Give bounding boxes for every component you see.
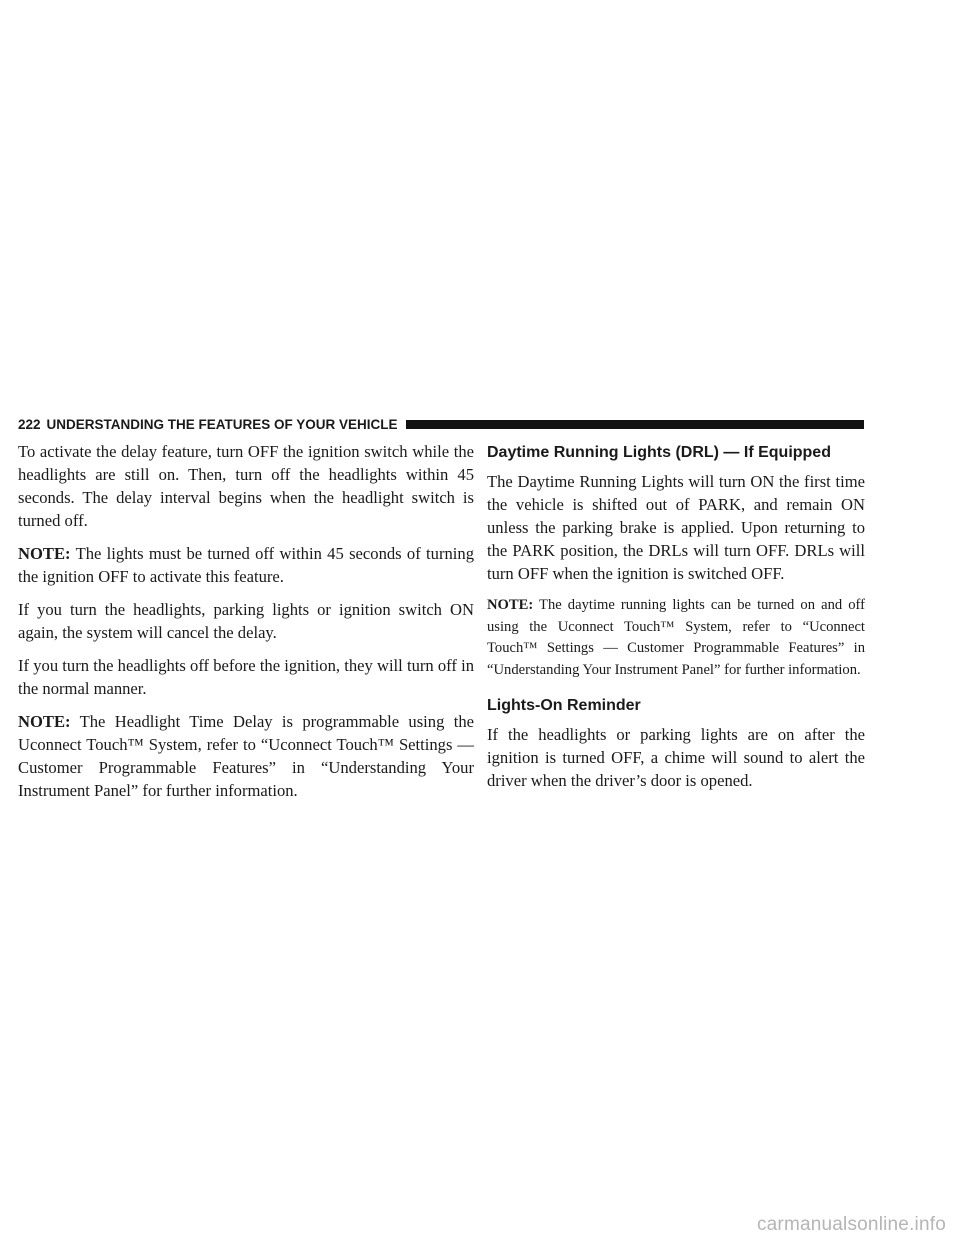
watermark: carmanualsonline.info: [756, 1214, 946, 1235]
note-text: The Headlight Time Delay is programmable using the Uconnect Touch™ System, refer to “Uconnect Touch™ Settings — Customer Programmable Features” in “Understanding Your Instrument Panel” for further information.: [18, 712, 474, 800]
note-label: NOTE:: [18, 544, 71, 563]
paragraph-drl: The Daytime Running Lights will turn ON the first time the vehicle is shifted out of PARK, and remain ON unless the parking brake is applied. Upon returning to the PARK position, the DRLs will turn OFF. DRLs will turn OFF when the ignition is switched OFF.: [487, 472, 865, 583]
section-title: UNDERSTANDING THE FEATURES OF YOUR VEHICLE: [46, 416, 398, 432]
note-drl-uconnect: [487, 595, 865, 681]
note-text: The daytime running lights can be turned on and off using the Uconnect Touch™ System, refer to “Uconnect Touch™ Settings — Customer Programmable Features” in “Understanding Your Instrument Panel” for further information.: [487, 597, 865, 678]
note-label: NOTE:: [487, 597, 534, 613]
note-turn-off-within: [18, 542, 474, 588]
note-programmable: [18, 710, 474, 802]
paragraph-cancel-delay: If you turn the headlights, parking lights or ignition switch ON again, the system will cancel the delay.: [18, 600, 474, 642]
paragraph-delay-activation: To activate the delay feature, turn OFF the ignition switch while the headlights are still on. Then, turn off the headlights within 45 seconds. The delay interval begins when the headlight switch is turned off.: [18, 442, 474, 530]
paragraph-normal-manner: If you turn the headlights off before the ignition, they will turn off in the normal manner.: [18, 656, 474, 698]
paragraph-lights-on-reminder: If the headlights or parking lights are on after the ignition is turned OFF, a chime will sound to alert the driver when the driver’s door is opened.: [487, 725, 865, 790]
left-column: [18, 440, 474, 812]
note-text: The lights must be turned off within 45 seconds of turning the ignition OFF to activate this feature.: [18, 544, 474, 586]
lights-on-reminder-heading: Lights-On Reminder: [487, 697, 641, 714]
header-rule: [406, 420, 864, 429]
note-label: NOTE:: [18, 712, 71, 731]
drl-heading: Daytime Running Lights (DRL) — If Equipped: [487, 444, 831, 461]
page-number: 222: [18, 416, 41, 432]
page-header: [18, 414, 864, 434]
right-column: [487, 440, 865, 802]
